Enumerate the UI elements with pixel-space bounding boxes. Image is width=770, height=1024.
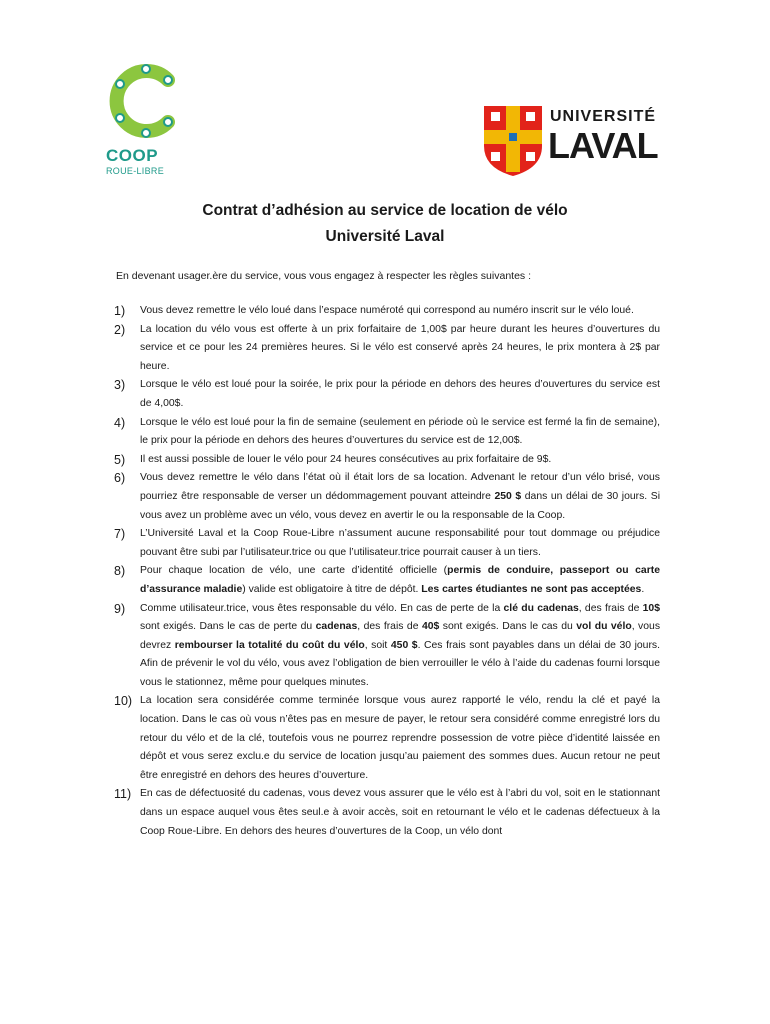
rule-number: 1)	[114, 304, 126, 318]
rule-number: 4)	[114, 415, 126, 430]
rule-emphasis: 250 $	[494, 490, 522, 502]
rule-item	[114, 302, 660, 321]
rule-text: . Ces frais sont payables dans un délai de 30 jours. Afin de prévenir le vol du vélo, vous avez l’obligation de bien verrouiller le vélo à l’aide du cadenas fourni lorsque vous le stationnez, même pour quelques minutes.	[140, 639, 660, 688]
rule-text: Il est aussi possible de louer le vélo pour 24 heures consécutives au prix forfaitaire de 9$.	[140, 453, 552, 465]
rule-emphasis: 40$	[421, 621, 440, 633]
bike-chain-icon	[106, 58, 186, 144]
rule-text: En cas de défectuosité du cadenas, vous devez vous assurer que le vélo est à l’abri du vol, soit en le stationnant dans un espace auquel vous êtes seul.e à avoir accès, soit en retournant le vélo et le cadenas défectueux à la Coop Roue-Libre. En dehors des heures d’ouvertures de la Coop, un vélo dont	[140, 788, 660, 837]
rule-text: sont exigés. Dans le cas du	[439, 621, 577, 633]
universite-laval-logo	[482, 104, 662, 180]
rule-number: 3)	[114, 378, 126, 393]
rule-number: 5)	[114, 452, 126, 467]
rule-item	[114, 469, 660, 525]
rule-item	[114, 321, 660, 377]
contract-subtitle: Université Laval	[325, 228, 445, 245]
shield-icon	[482, 104, 544, 178]
rule-item	[114, 414, 660, 451]
rule-text: , vous devrez	[140, 621, 661, 651]
rule-number: 6)	[114, 471, 126, 486]
rule-text: Lorsque le vélo est loué pour la fin de semaine (seulement en période où le service est fermé la fin de semaine), le prix pour la période en dehors des heures d’ouvertures du service est de 12,00$.	[140, 416, 660, 447]
rule-number: 9)	[114, 601, 126, 616]
ul-logo-line1: UNIVERSITÉ	[550, 108, 657, 125]
rule-text: Lorsque le vélo est loué pour la soirée, le prix pour la période en dehors des heures d’ouvertures du service est de 4,00$.	[140, 379, 660, 409]
coop-logo-subtitle: ROUE-LIBRE	[106, 166, 165, 176]
rule-emphasis: cadenas	[315, 621, 358, 633]
rule-text: Pour chaque location de vélo, une carte d’identité officielle (	[140, 565, 448, 577]
intro-paragraph: En devenant usager.ère du service, vous vous engagez à respecter les règles suivantes :	[116, 270, 531, 282]
rule-text: , des frais de	[578, 602, 643, 614]
rule-text: La location du vélo vous est offerte à un prix forfaitaire de 1,00$ par heure durant les heures d’ouvertures du service et ce pour les 24 premières heures. Si le vélo est conservé après 24 heures, le prix montera à 2$ par heure.	[140, 323, 660, 372]
rule-item	[114, 562, 660, 599]
rule-emphasis: Les cartes étudiantes ne sont pas acceptées	[421, 583, 642, 595]
rule-text: La location sera considérée comme terminée lorsque vous aurez rapporté le vélo, rendu la clé et payé la location. Dans le cas où vous n’êtes pas en mesure de payer, le retour sera considéré comme enregistré lors du retour du vélo et de la clé, toutefois vous ne pourrez reprendre possession de votre pièce d’identité laissée en dépôt et vous serez exclu.e du service de location jusqu’au paiement des sommes dues. Aucun retour ne peut être enregistré en dehors des heures d’ouverture.	[140, 695, 660, 781]
rule-number: 7)	[114, 527, 126, 542]
rule-text: ) valide est obligatoire à titre de dépôt.	[242, 583, 422, 595]
rule-text: , soit	[364, 639, 391, 651]
rule-number: 11)	[114, 787, 132, 802]
rule-item	[114, 692, 660, 785]
rule-text: sont exigés. Dans le cas de perte du	[140, 621, 316, 633]
rule-text: dans un délai de 30 jours. Si vous avez un problème avec un vélo, vous devez en avertir le ou la responsable de la Coop.	[140, 490, 661, 521]
rule-item	[114, 785, 660, 841]
rule-emphasis: clé du cadenas	[503, 602, 579, 614]
rule-item	[114, 376, 660, 413]
rule-emphasis: vol du vélo	[576, 621, 632, 633]
rule-text: L’Université Laval et la Coop Roue-Libre n’assument aucune responsabilité pour tout dommage ou préjudice pouvant être subi par l’utilisateur.trice ou que l’utilisateur.trice pourrait causer à un tiers.	[140, 528, 660, 558]
rule-number: 2)	[114, 322, 126, 337]
rule-item	[114, 525, 660, 562]
rule-emphasis: rembourser la totalité du coût du vélo	[174, 639, 365, 651]
rule-text: .	[641, 583, 645, 595]
rule-text: Comme utilisateur.trice, vous êtes responsable du vélo. En cas de perte de la	[140, 602, 504, 614]
rule-text: , des frais de	[357, 621, 422, 633]
rules-list	[114, 302, 660, 841]
rule-item	[114, 600, 660, 693]
contract-title: Contrat d’adhésion au service de location de vélo	[202, 202, 568, 219]
ul-logo-line2: LAVAL	[548, 125, 658, 166]
rule-emphasis: 450 $	[390, 639, 418, 651]
coop-roue-libre-logo	[106, 58, 186, 182]
rule-text: Vous devez remettre le vélo loué dans l’espace numéroté qui correspond au numéro inscrit sur le vélo loué.	[140, 305, 634, 316]
rule-emphasis: 10$	[642, 602, 660, 614]
coop-logo-name: COOP	[106, 146, 159, 165]
rule-number: 10)	[114, 694, 133, 709]
rule-item	[114, 451, 660, 470]
rule-emphasis: permis de conduire, passeport ou carte d’assurance maladie	[140, 565, 660, 595]
rule-text: Vous devez remettre le vélo dans l’état où il était lors de sa location. Advenant le retour d’un vélo brisé, vous pourriez être responsable de verser un dédommagement pouvant atteindre	[140, 472, 660, 502]
rule-number: 8)	[114, 564, 126, 579]
